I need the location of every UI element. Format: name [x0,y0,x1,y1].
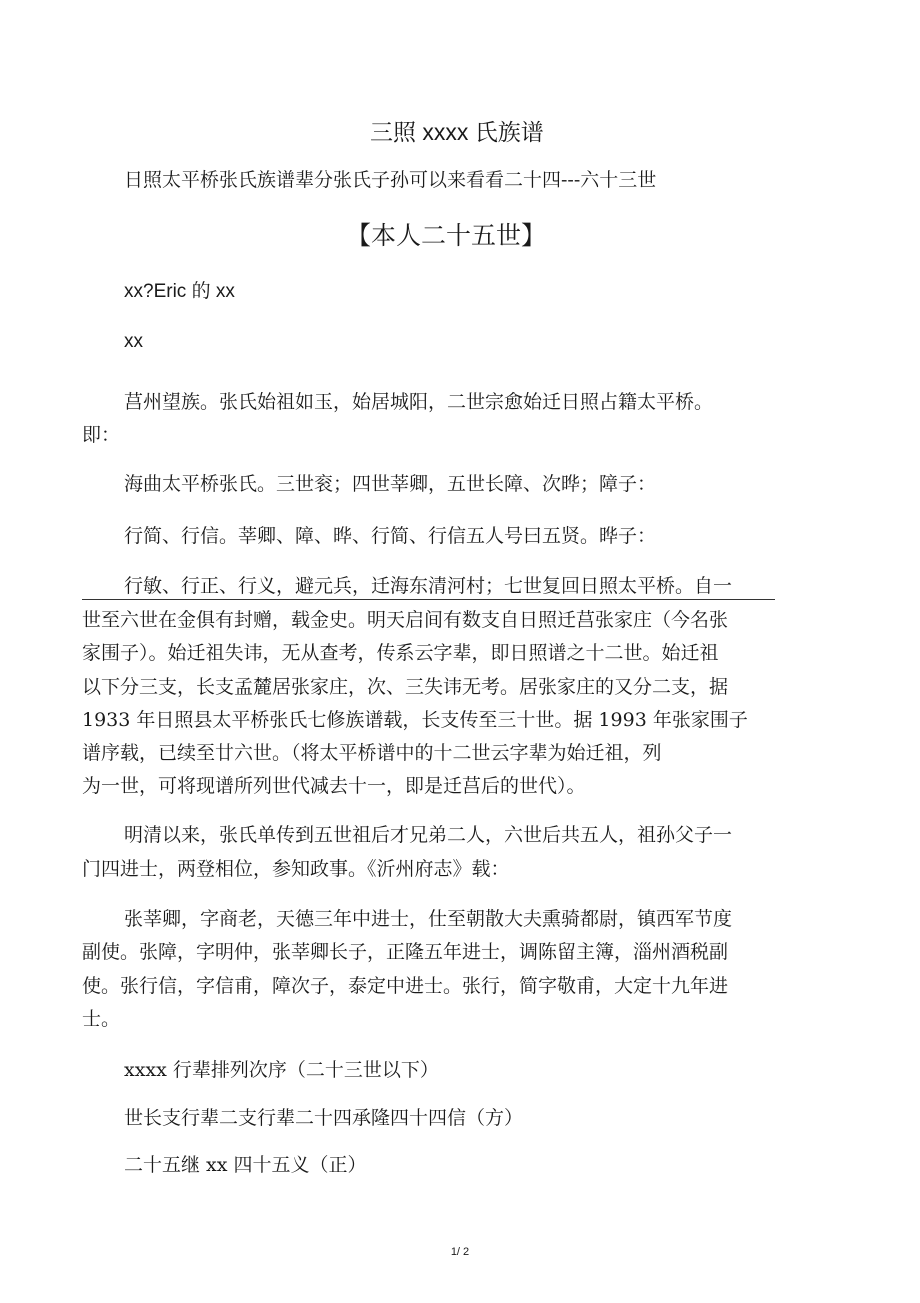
text-line: 家围子）。始迁祖失讳，无从查考，传系云字辈，即日照谱之十二世。始迁祖 [82,642,719,664]
text-line: 1933 年日照县太平桥张氏七修族谱载，长支传至三十世。据 1993 年张家围子 [82,709,748,731]
text-line: 莒州望族。张氏始祖如玉，始居城阳，二世宗愈始迁日照占籍太平桥。 [124,391,714,413]
text-line: 即： [82,424,121,446]
text-line: xx [124,331,143,352]
text-line: 副使。张障，字明仲，张莘卿长子，正隆五年进士，调陈留主簿，淄州酒税副 [82,941,729,963]
text-line: 门四进士，两登相位，参知政事。《沂州府志》载： [82,858,510,880]
document-title: 三照 xxxx 氏族谱 [370,119,544,145]
text-line: 明清以来，张氏单传到五世祖后才兄弟二人，六世后共五人，祖孙父子一 [124,824,733,846]
text-line: 张莘卿，字商老，天德三年中进士，仕至朝散大夫熏骑都尉，镇西军节度 [124,908,733,930]
page-number: 1/ 2 [450,1246,470,1258]
text-line: xx?Eric 的 xx [124,281,235,302]
text-line: 行敏、行正、行义，避元兵，迁海东清河村；七世复回日照太平桥。自一 [124,575,733,597]
section-heading: 【本人二十五世】 [346,221,547,250]
text-line: 二十五继 xx 四十五义（正） [124,1154,367,1176]
text-line: 行简、行信。莘卿、障、晔、行简、行信五人号曰五贤。晔子： [124,525,657,547]
text-line: 使。张行信，字信甫，障次子，泰定中进士。张行，简字敬甫，大定十九年进 [82,975,729,997]
horizontal-rule [82,599,775,600]
text-line: 世长支行辈二支行辈二十四承隆四十四信（方） [124,1107,524,1129]
text-line: 世至六世在金俱有封赠，载金史。明天启间有数支自日照迁莒张家庄（今名张 [82,609,729,631]
text-line: 谱序载，已续至廿六世。（将太平桥谱中的十二世云字辈为始迁祖，列 [82,742,662,764]
text-line: 以下分三支，长支孟麓居张家庄，次、三失讳无考。居张家庄的又分二支，据 [82,676,729,698]
text-line: 为一世，可将现谱所列世代减去十一，即是迁莒后的世代）。 [82,775,586,797]
text-line: 士。 [82,1008,121,1030]
text-line: 海曲太平桥张氏。三世衮；四世莘卿，五世长障、次晔；障子： [124,473,657,495]
document-subtitle: 日照太平桥张氏族谱辈分张氏子孙可以来看看二十四---六十三世 [124,169,657,191]
text-line: xxxx 行辈排列次序（二十三世以下） [124,1059,439,1081]
